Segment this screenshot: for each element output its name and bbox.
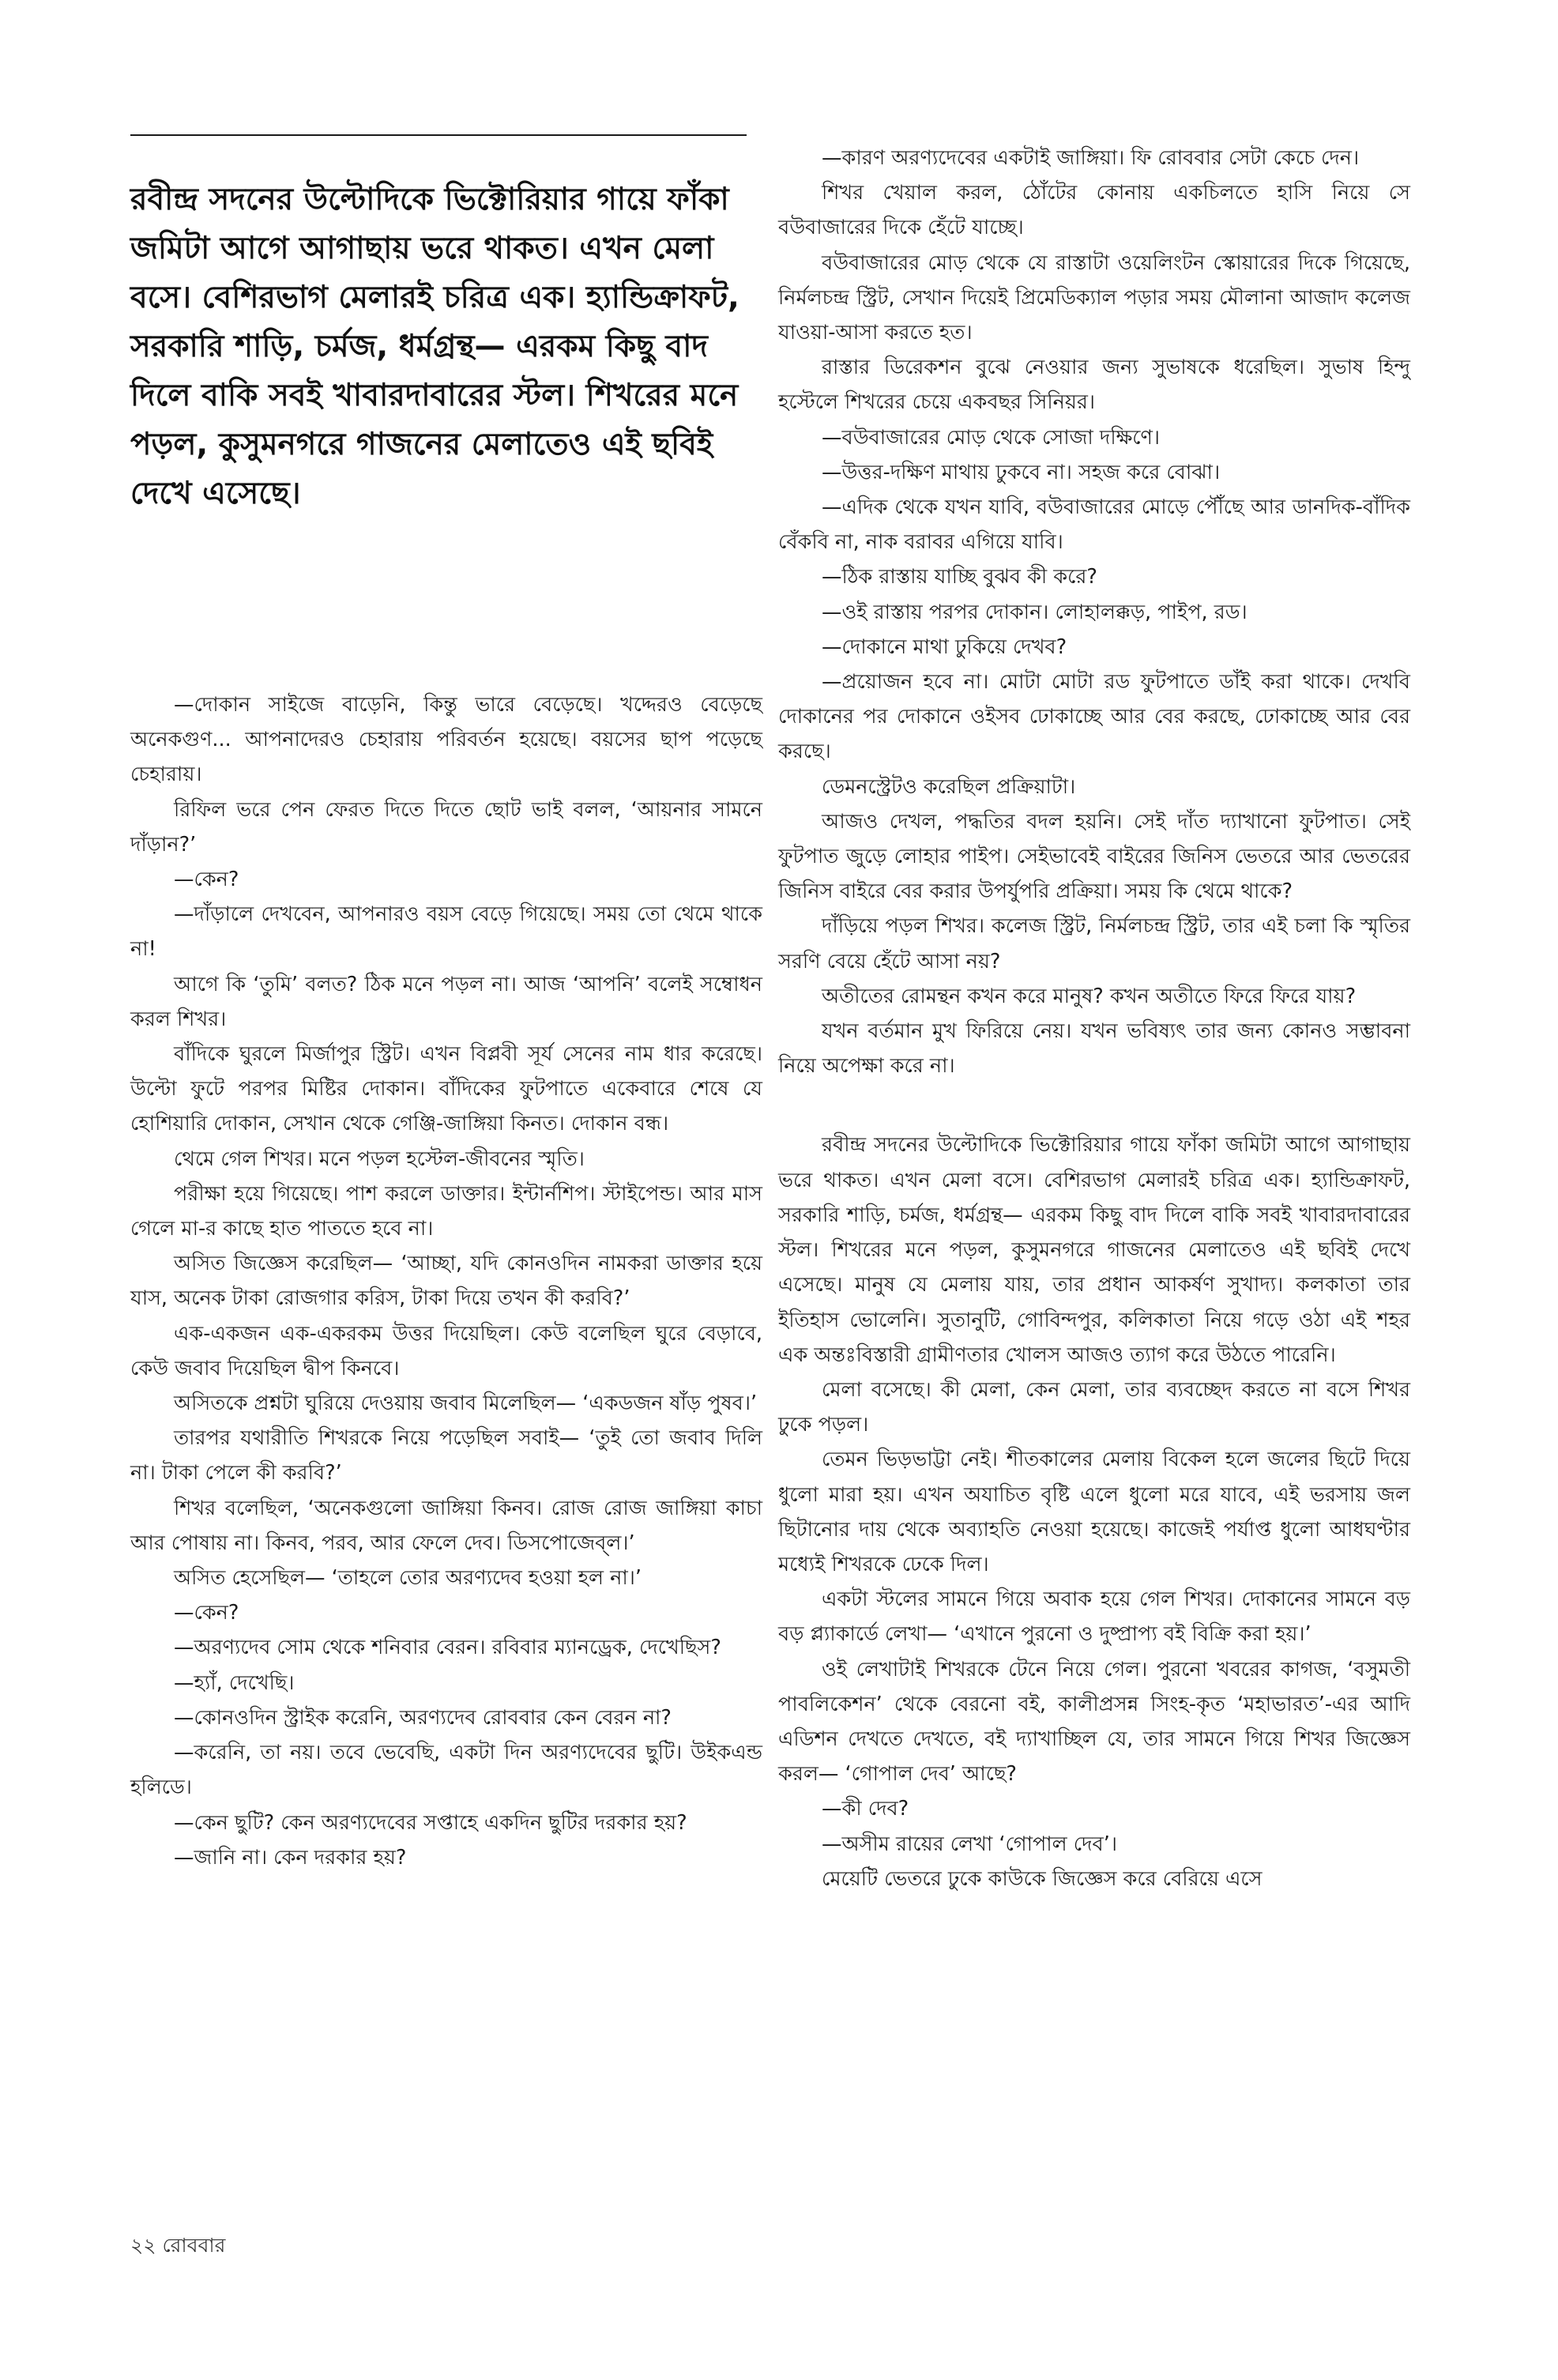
paragraph: শিখর বলেছিল, ‘অনেকগুলো জাঙ্গিয়া কিনব। রোজ রোজ জাঙ্গিয়া কাচা আর পোষায় না। কিনব, পরব, আর ফেলে দেব। ডিসপোজেব্‌ল।’ xyxy=(130,1496,762,1555)
paragraph: অসিতকে প্রশ্নটা ঘুরিয়ে দেওয়ায় জবাব মিলেছিল— ‘একডজন ষাঁড় পুষব।’ xyxy=(174,1391,758,1416)
paragraph: তারপর যথারীতি শিখরকে নিয়ে পড়েছিল সবাই— ‘তুই তো জবাব দিলি না। টাকা পেলে কী করবি?’ xyxy=(130,1426,762,1486)
paragraph: দাঁড়িয়ে পড়ল শিখর। কলেজ স্ট্রিট, নির্মলচন্দ্র স্ট্রিট, তার এই চলা কি স্মৃতির সরণি বেয়ে হেঁটে আসা নয়? xyxy=(778,914,1410,973)
paragraph: শিখর খেয়াল করল, ঠোঁটের কোনায় একচিলতে হাসি নিয়ে সে বউবাজারের দিকে হেঁটে যাচ্ছে। xyxy=(778,181,1410,240)
paragraph: —কারণ অরণ্যদেবের একটাই জাঙ্গিয়া। ফি রোববার সেটা কেচে দেন। xyxy=(822,146,1360,170)
paragraph: —অরণ্যদেব সোম থেকে শনিবার বেরন। রবিবার ম্যানড্রেক, দেখেছিস? xyxy=(174,1636,721,1660)
paragraph: —দোকান সাইজে বাড়েনি, কিন্তু ভারে বেড়েছে। খদ্দেরও বেড়েছে অনেকগুণ... আপনাদেরও চেহারায় পরিবর্তন হয়েছে। বয়সের ছাপ পড়েছে চেহারায়। xyxy=(130,693,762,787)
paragraph: —দোকানে মাথা ঢুকিয়ে দেখব? xyxy=(822,635,1067,659)
paragraph: —ওই রাস্তায় পরপর দোকান। লোহালক্কড়, পাইপ, রড। xyxy=(822,600,1248,624)
paragraph: অসিত জিজ্ঞেস করেছিল— ‘আচ্ছা, যদি কোনওদিন নামকরা ডাক্তার হয়ে যাস, অনেক টাকা রোজগার করিস, টাকা দিয়ে তখন কী করবি?’ xyxy=(130,1252,762,1311)
left-column xyxy=(130,687,762,1875)
paragraph: —প্রয়োজন হবে না। মোটা মোটা রড ফুটপাতে ডাঁই করা থাকে। দেখবি দোকানের পর দোকানে ওইসব ঢোকাচ্ছে আর বের করছে, ঢোকাচ্ছে আর বের করছে। xyxy=(778,670,1410,764)
paragraph: —কেন? xyxy=(174,1601,239,1625)
paragraph: মেলা বসেছে। কী মেলা, কেন মেলা, তার ব্যবচ্ছেদ করতে না বসে শিখর ঢুকে পড়ল। xyxy=(778,1377,1410,1437)
paragraph: —হ্যাঁ, দেখেছি। xyxy=(174,1670,295,1695)
paragraph: একটা স্টলের সামনে গিয়ে অবাক হয়ে গেল শিখর। দোকানের সামনে বড় বড় প্ল্যাকার্ডে লেখা— ‘এখানে পুরনো ও দুষ্প্রাপ্য বই বিক্রি করা হয়।’ xyxy=(778,1587,1410,1647)
section-break-paragraph: রবীন্দ্র সদনের উল্টোদিকে ভিক্টোরিয়ার গায়ে ফাঁকা জমিটা আগে আগাছায় ভরে থাকত। এখন মেলা বসে। বেশিরভাগ মেলারই চরিত্র এক। হ্যান্ডিক্রাফট, সরকারি শাড়ি, চর্মজ, ধর্মগ্রন্থ— এরকম কিছু বাদ দিলে বাকি সবই খাবারদাবারের স্টল। শিখরের মনে পড়ল, কুসুমনগরে গাজনের মেলাতেও এই ছবিই দেখে এসেছে। মানুষ যে মেলায় যায়, তার প্রধান আকর্ষণ সুখাদ্য। কলকাতা তার ইতিহাস ভোলেনি। সুতানুটি, গোবিন্দপুর, কলিকাতা নিয়ে গড়ে ওঠা এই শহর এক অন্তঃবিস্তারী গ্রামীণতার খোলস আজও ত্যাগ করে উঠতে পারেনি। xyxy=(778,1133,1410,1367)
paragraph: বাঁদিকে ঘুরলে মির্জাপুর স্ট্রিট। এখন বিপ্লবী সূর্য সেনের নাম ধার করেছে। উল্টো ফুটে পরপর মিষ্টির দোকান। বাঁদিকের ফুটপাতে একেবারে শেষে যে হোশিয়ারি দোকান, সেখান থেকে গেঞ্জি-জাঙ্গিয়া কিনত। দোকান বন্ধ। xyxy=(130,1042,762,1136)
paragraph: আগে কি ‘তুমি’ বলত? ঠিক মনে পড়ল না। আজ ‘আপনি’ বলেই সম্বোধন করল শিখর। xyxy=(130,972,762,1031)
paragraph: —দাঁড়ালে দেখবেন, আপনারও বয়স বেড়ে গিয়েছে। সময় তো থেমে থাকে না! xyxy=(130,902,762,962)
paragraph: এক-একজন এক-একরকম উত্তর দিয়েছিল। কেউ বলেছিল ঘুরে বেড়াবে, কেউ জবাব দিয়েছিল দ্বীপ কিনবে। xyxy=(130,1321,762,1380)
pull-quote: রবীন্দ্র সদনের উল্টোদিকে ভিক্টোরিয়ার গায়ে ফাঁকা জমিটা আগে আগাছায় ভরে থাকত। এখন মেলা বসে। বেশিরভাগ মেলারই চরিত্র এক। হ্যান্ডিক্রাফট, সরকারি শাড়ি, চর্মজ, ধর্মগ্রন্থ— এরকম কিছু বাদ দিলে বাকি সবই খাবারদাবারের স্টল। শিখরের মনে পড়ল, কুসুমনগরে গাজনের মেলাতেও এই ছবিই দেখে এসেছে। xyxy=(130,182,739,511)
paragraph: পরীক্ষা হয়ে গিয়েছে। পাশ করলে ডাক্তার। ইন্টার্নশিপ। স্টাইপেন্ড। আর মাস গেলে মা-র কাছে হাত পাততে হবে না। xyxy=(130,1181,762,1241)
paragraph: অতীতের রোমন্থন কখন করে মানুষ? কখন অতীতে ফিরে ফিরে যায়? xyxy=(822,984,1357,1008)
top-rule xyxy=(130,134,747,136)
paragraph: —বউবাজারের মোড় থেকে সোজা দক্ষিণে। xyxy=(822,425,1161,450)
paragraph: —উত্তর-দক্ষিণ মাথায় ঢুকবে না। সহজ করে বোঝা। xyxy=(822,460,1221,484)
paragraph: থেমে গেল শিখর। মনে পড়ল হস্টেল-জীবনের স্মৃতি। xyxy=(174,1147,585,1171)
paragraph: বউবাজারের মোড় থেকে যে রাস্তাটা ওয়েলিংটন স্কোয়ারের দিকে গিয়েছে, নির্মলচন্দ্র স্ট্রিট, সেখান দিয়েই প্রিমেডিক্যাল পড়ার সময় মৌলানা আজাদ কলেজ যাওয়া-আসা করতে হত। xyxy=(778,250,1410,345)
paragraph: রাস্তার ডিরেকশন বুঝে নেওয়ার জন্য সুভাষকে ধরেছিল। সুভাষ হিন্দু হস্টেলে শিখরের চেয়ে একবছর সিনিয়র। xyxy=(778,356,1410,415)
right-column xyxy=(778,141,1410,1896)
paragraph: রিফিল ভরে পেন ফেরত দিতে দিতে ছোট ভাই বলল, ‘আয়নার সামনে দাঁড়ান?’ xyxy=(130,797,762,857)
paragraph: —জানি না। কেন দরকার হয়? xyxy=(174,1845,407,1870)
paragraph: মেয়েটি ভেতরে ঢুকে কাউকে জিজ্ঞেস করে বেরিয়ে এসে xyxy=(822,1866,1263,1891)
page-number-folio: ২২ রোববার xyxy=(130,2234,226,2257)
paragraph: যখন বর্তমান মুখ ফিরিয়ে নেয়। যখন ভবিষ্যৎ তার জন্য কোনও সম্ভাবনা নিয়ে অপেক্ষা করে না। xyxy=(778,1019,1410,1079)
paragraph: অসিত হেসেছিল— ‘তাহলে তোর অরণ্যদেব হওয়া হল না।’ xyxy=(174,1566,642,1591)
paragraph: —অসীম রায়ের লেখা ‘গোপাল দেব’। xyxy=(822,1832,1117,1856)
paragraph: —কোনওদিন স্ট্রাইক করেনি, অরণ্যদেব রোববার কেন বেরন না? xyxy=(174,1705,672,1730)
paragraph: আজও দেখল, পদ্ধতির বদল হয়নি। সেই দাঁত দ্যাখানো ফুটপাত। সেই ফুটপাত জুড়ে লোহার পাইপ। সেইভাবেই বাইরের জিনিস ভেতরে আর ভেতরের জিনিস বাইরে বের করার উপর্যুপরি প্রক্রিয়া। সময় কি থেমে থাকে? xyxy=(778,809,1410,904)
paragraph: —এদিক থেকে যখন যাবি, বউবাজারের মোড়ে পৌঁছে আর ডানদিক-বাঁদিক বেঁকবি না, নাক বরাবর এগিয়ে যাবি। xyxy=(778,495,1410,555)
paragraph: তেমন ভিড়ভাট্টা নেই। শীতকালের মেলায় বিকেল হলে জলের ছিটে দিয়ে ধুলো মারা হয়। এখন অযাচিত বৃষ্টি এলে ধুলো মরে যাবে, এই ভরসায় জল ছিটানোর দায় থেকে অব্যাহতি নেওয়া হয়েছে। কাজেই পর্যাপ্ত ধুলো আধঘণ্টার মধ্যেই শিখরকে ঢেকে দিল। xyxy=(778,1448,1411,1576)
paragraph: —কেন? xyxy=(174,868,239,892)
paragraph: ডেমনস্ট্রেটও করেছিল প্রক্রিয়াটা। xyxy=(822,774,1076,799)
paragraph: —কী দেব? xyxy=(822,1797,909,1821)
paragraph: ওই লেখাটাই শিখরকে টেনে নিয়ে গেল। পুরনো খবরের কাগজ, ‘বসুমতী পাবলিকেশন’ থেকে বেরনো বই, কালীপ্রসন্ন সিংহ-কৃত ‘মহাভারত’-এর আদি এডিশন দেখতে দেখতে, বই দ্যাখাচ্ছিল যে, তার সামনে গিয়ে শিখর জিজ্ঞেস করল— ‘গোপাল দেব’ আছে? xyxy=(778,1657,1410,1787)
paragraph: —করেনি, তা নয়। তবে ভেবেছি, একটা দিন অরণ্যদেবের ছুটি। উইকএন্ড হলিডে। xyxy=(130,1741,762,1800)
paragraph: —কেন ছুটি? কেন অরণ্যদেবের সপ্তাহে একদিন ছুটির দরকার হয়? xyxy=(174,1810,687,1835)
paragraph: —ঠিক রাস্তায় যাচ্ছি বুঝব কী করে? xyxy=(822,565,1097,589)
